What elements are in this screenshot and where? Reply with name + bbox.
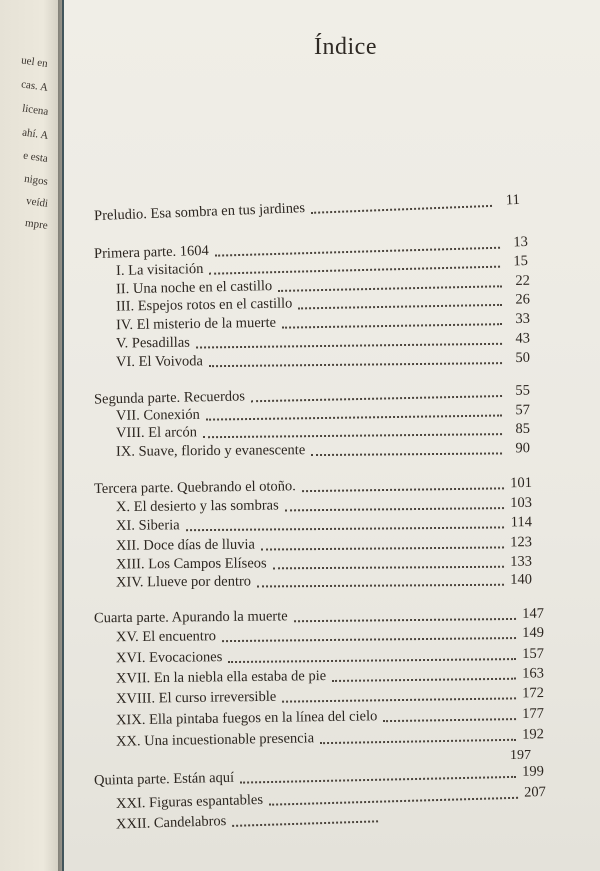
entry-page: 149 [522,624,545,641]
entry-page: 192 [522,726,545,743]
entry-label: XII. Doce días de lluvia [115,536,255,554]
leader-dots [383,718,516,722]
facing-page-text: licena [21,102,49,118]
entry-page: 199 [522,763,545,780]
entry-page: 50 [515,349,531,366]
entry-page: 33 [515,310,531,327]
page-number: 197 [510,748,531,763]
entry-label: Primera parte. 1604 [93,242,210,263]
leader-dots [196,343,502,349]
entry-label: III. Espejos rotos en el castillo [115,295,293,315]
facing-page-text: mpre [24,216,49,232]
leader-dots [240,776,516,784]
toc-entry [116,534,532,556]
leader-dots [298,304,502,310]
entry-page: 103 [510,494,533,512]
entry-label: VII. Conexión [115,406,200,424]
leader-dots [203,433,502,438]
toc-entry [94,192,520,226]
entry-page: 177 [522,705,545,722]
toc-entry [116,350,530,372]
toc-entry [116,625,544,647]
leader-dots [232,820,378,827]
entry-label: Quinta parte. Están aquí [93,769,235,789]
facing-page-text: ahí. A [21,126,49,142]
entry-label: XXII. Candelabros [115,813,227,833]
entry-page: 123 [510,534,533,551]
entry-label: XIII. Los Campos Elíseos [115,555,267,573]
leader-dots [186,526,504,531]
entry-label: X. El desierto y las sombras [115,497,279,516]
leader-dots [261,546,504,550]
entry-label: II. Una noche en el castillo [115,278,273,298]
entry-page: 114 [510,514,533,531]
entry-page [384,819,406,820]
entry-label: XIV. Llueve por dentro [115,573,252,591]
leader-dots [222,637,516,642]
facing-page-text: nigos [23,172,49,188]
leader-dots [332,678,516,682]
toc-entry [116,685,544,709]
toc-entry [116,646,544,668]
leader-dots [302,487,504,492]
entry-label: XVI. Evocaciones [115,649,223,667]
entry-label: VIII. El arcón [115,424,198,442]
entry-page: 43 [515,330,531,347]
entry-page: 13 [513,233,529,251]
toc-entry [116,572,532,593]
entry-page: 57 [515,402,531,419]
entry-page: 163 [522,665,545,682]
entry-page: 101 [510,474,533,492]
toc-entry [116,726,544,751]
entry-label: XVII. En la niebla ella estaba de pie [115,668,327,687]
index-page [64,0,600,871]
leader-dots [311,452,502,456]
entry-label: XXI. Figuras espantables [115,791,264,813]
entry-page: 157 [522,645,545,662]
leader-dots [269,797,518,806]
entry-page: 90 [515,440,531,457]
entry-label: XIX. Ella pintaba fuegos en la línea del cielo [115,708,378,729]
facing-page-text: e esta [22,149,49,165]
toc-entry [116,514,532,536]
entry-label: XV. El encuentro [115,628,217,646]
entry-page: 55 [515,382,531,399]
leader-dots [282,697,516,702]
leader-dots [251,395,502,402]
leader-dots [209,362,502,367]
entry-page: 15 [513,252,529,270]
entry-label: V. Pesadillas [115,334,190,352]
leader-dots [273,566,504,570]
entry-label: IV. El misterio de la muerte [115,314,277,334]
leader-dots [311,205,492,214]
entry-page: 85 [515,420,531,437]
entry-page: 22 [515,272,531,289]
leader-dots [228,658,516,663]
table-of-contents [64,0,600,871]
entry-page: 133 [510,553,533,570]
leader-dots [285,507,504,511]
entry-label: VI. El Voivoda [115,353,203,371]
entry-label: Tercera parte. Quebrando el otoño. [93,478,296,498]
entry-label: I. La visitación [115,260,204,280]
entry-page: 11 [505,191,521,209]
entry-page: 207 [523,784,547,801]
entry-label: IX. Suave, florido y evanescente [115,442,306,460]
entry-label: XI. Siberia [115,517,180,534]
leader-dots [320,739,516,744]
leader-dots [206,415,502,421]
entry-label: Preludio. Esa sombra en tus jardines [93,200,306,225]
facing-page-text: uel en [20,54,49,70]
leader-dots [294,618,516,622]
facing-page-text: veídi [25,194,49,210]
page-title: Índice [314,34,377,60]
facing-page [0,0,62,871]
entry-label: XX. Una incuestionable presencia [115,730,315,750]
leader-dots [257,584,504,588]
entry-page: 140 [510,571,533,588]
entry-page: 26 [515,291,531,308]
entry-label: Cuarta parte. Apurando la muerte [93,608,288,627]
toc-entry [116,440,530,462]
facing-page-text: cas. A [20,78,49,94]
entry-label: XVIII. El curso irreversible [115,688,277,707]
entry-page: 147 [522,605,545,622]
entry-page: 172 [522,685,545,702]
leader-dots [278,285,502,292]
leader-dots [282,323,502,328]
entry-label: Segunda parte. Recuerdos [93,388,246,408]
